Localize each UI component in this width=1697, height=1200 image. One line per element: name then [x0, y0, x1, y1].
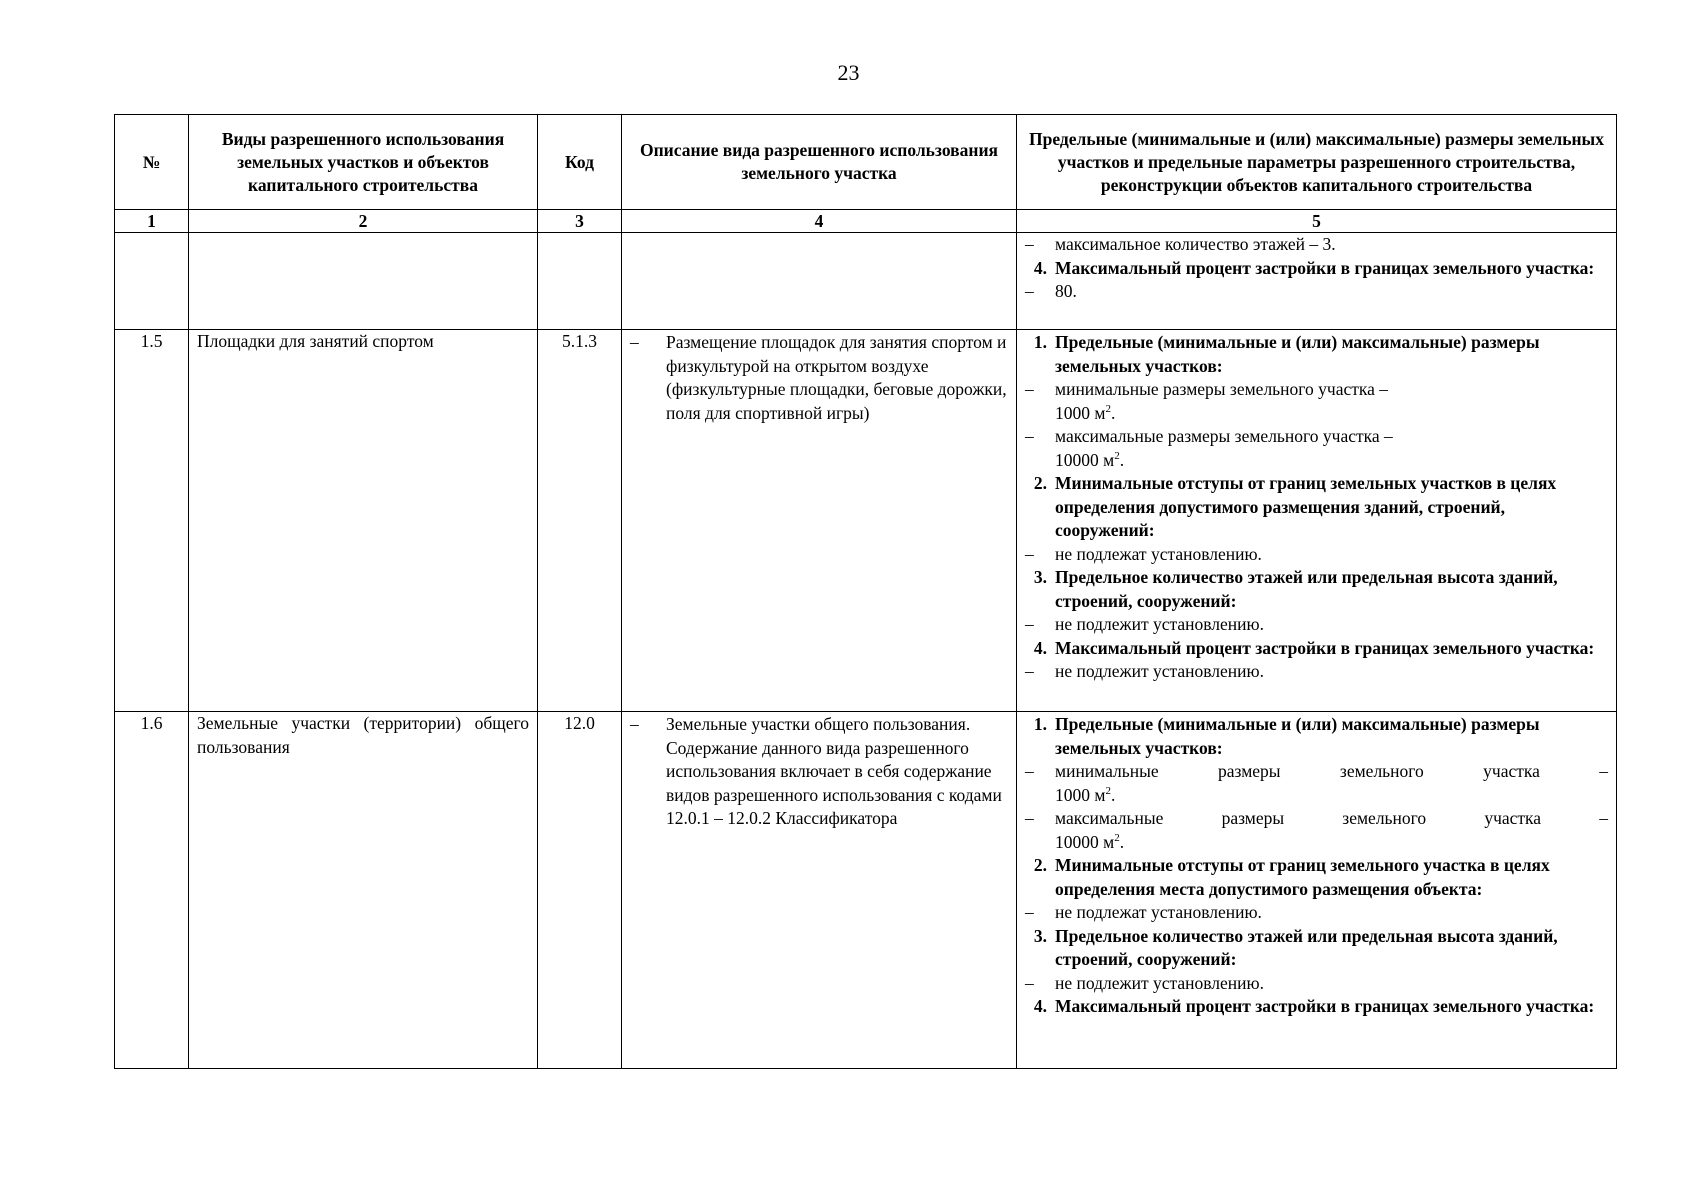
param-line [1025, 807, 1608, 854]
param-line [1025, 901, 1608, 925]
period: . [1110, 784, 1116, 805]
param-heading [1025, 713, 1608, 760]
param-text [1055, 807, 1608, 854]
param-text [1055, 760, 1608, 807]
item-number: 4. [1033, 257, 1047, 278]
dash-marker: – [1025, 761, 1034, 781]
item-number: 3. [1033, 567, 1047, 587]
param-title: Максимальный процент застройки в границах земельного участка: [1055, 996, 1595, 1016]
column-number: 4 [622, 210, 1017, 233]
param-heading [1025, 472, 1608, 543]
param-line [1025, 378, 1608, 425]
param-line [1025, 613, 1608, 637]
period: . [1119, 449, 1125, 470]
land-use-table [114, 114, 1617, 1069]
header-code: Код [538, 115, 622, 210]
dash-marker: – [1025, 972, 1034, 993]
param-heading [1025, 566, 1608, 613]
table-row [115, 712, 1617, 1069]
param-heading [1025, 995, 1608, 1019]
header-description: Описание вида разрешенного использования земельного участка [622, 115, 1017, 210]
min-size-label: минимальные размеры земельного участка – [1055, 761, 1608, 781]
description-item [630, 713, 1008, 831]
param-text: максимальное количество этажей – 3. [1055, 234, 1336, 254]
param-line [1025, 543, 1608, 567]
dash-marker: – [1025, 234, 1034, 254]
param-title: Предельные (минимальные и (или) максимальные) размеры земельных участков: [1055, 714, 1540, 758]
param-title: Максимальный процент застройки в границах земельного участка: [1055, 637, 1595, 658]
max-size-value: 10000 м [1055, 831, 1115, 852]
table-header-row [115, 115, 1617, 210]
param-title: Предельное количество этажей или предельная высота зданий, строений, сооружений: [1055, 925, 1558, 969]
param-heading [1025, 637, 1608, 661]
cell-code [538, 233, 622, 330]
cell-params [1017, 712, 1617, 1069]
max-size-label: максимальные размеры земельного участка – [1055, 808, 1608, 828]
item-number: 4. [1033, 996, 1047, 1016]
cell-params [1017, 330, 1617, 712]
item-number: 1. [1033, 332, 1047, 352]
description-text: Размещение площадок для занятия спортом и физкультурой на открытом воздухе (физкультурные площадки, беговые дорожки, поля для спортивной игры) [666, 332, 1007, 423]
table-row [115, 233, 1617, 330]
param-text: не подлежит установлению. [1055, 972, 1264, 993]
cell-num: 1.6 [115, 712, 189, 1069]
dash-marker: – [1025, 808, 1034, 828]
superscript: 2 [1105, 784, 1111, 797]
dash-marker: – [1025, 426, 1034, 446]
cell-code: 5.1.3 [538, 330, 622, 712]
dash-marker: – [1025, 614, 1034, 634]
header-kind: Виды разрешенного использования земельных участков и объектов капитального строительства [189, 115, 538, 210]
param-title: Предельные (минимальные и (или) максимальные) размеры земельных участков: [1055, 332, 1540, 376]
min-size-value: 1000 м [1055, 402, 1106, 423]
cell-code: 12.0 [538, 712, 622, 1069]
superscript: 2 [1114, 449, 1120, 462]
param-text: не подлежит установлению. [1055, 661, 1264, 681]
dash-marker: – [1025, 281, 1034, 301]
max-size-label: максимальные размеры земельного участка – [1055, 426, 1393, 446]
item-number: 4. [1033, 637, 1047, 658]
param-line [1025, 760, 1608, 807]
param-heading [1025, 331, 1608, 378]
param-title: Предельное количество этажей или предельная высота зданий, строений, сооружений: [1055, 567, 1558, 611]
cell-name: Земельные участки (территории) общего пользования [189, 712, 538, 1069]
param-line [1025, 280, 1608, 304]
param-heading [1025, 925, 1608, 972]
cell-params [1017, 233, 1617, 330]
param-line [1025, 425, 1608, 472]
cell-num [115, 233, 189, 330]
cell-description [622, 330, 1017, 712]
superscript: 2 [1114, 831, 1120, 844]
header-num: № [115, 115, 189, 210]
param-text: 80. [1055, 281, 1077, 301]
param-line [1025, 233, 1608, 257]
dash-marker: – [1025, 902, 1034, 922]
min-size-value: 1000 м [1055, 784, 1106, 805]
dash-marker: – [1025, 661, 1034, 681]
description-text: Земельные участки общего пользования. Содержание данного вида разрешенного использования включает в себя содержание видов разрешенного использования с кодами 12.0.1 – 12.0.2 Классификатора [666, 714, 1002, 828]
cell-num: 1.5 [115, 330, 189, 712]
param-heading [1025, 854, 1608, 901]
item-number: 3. [1033, 925, 1047, 946]
cell-description [622, 712, 1017, 1069]
item-number: 2. [1033, 473, 1047, 493]
cell-name [189, 233, 538, 330]
column-number: 1 [115, 210, 189, 233]
cell-description [622, 233, 1017, 330]
description-item [630, 331, 1008, 425]
dash-marker: – [630, 714, 639, 734]
param-line [1025, 972, 1608, 996]
param-title: Минимальные отступы от границ земельных участков в целях определения допустимого размещения зданий, строений, сооружений: [1055, 473, 1557, 540]
param-text: не подлежат установлению. [1055, 543, 1262, 564]
param-heading [1025, 257, 1608, 281]
dash-marker: – [630, 332, 639, 352]
column-number: 3 [538, 210, 622, 233]
header-params: Предельные (минимальные и (или) максимальные) размеры земельных участков и предельные параметры разрешенного строительства, реконструкции объектов капитального строительства [1017, 115, 1617, 210]
page-number: 23 [837, 60, 860, 85]
dash-marker: – [1025, 379, 1034, 399]
param-line [1025, 660, 1608, 684]
column-number: 5 [1017, 210, 1617, 233]
min-size-label: минимальные размеры земельного участка – [1055, 379, 1389, 399]
item-number: 1. [1033, 714, 1047, 734]
param-title: Максимальный процент застройки в границах земельного участка: [1055, 257, 1595, 278]
column-number-row [115, 210, 1617, 233]
item-number: 2. [1033, 855, 1047, 875]
dash-marker: – [1025, 543, 1034, 564]
period: . [1110, 402, 1116, 423]
cell-name: Площадки для занятий спортом [189, 330, 538, 712]
max-size-value: 10000 м [1055, 449, 1115, 470]
table-row [115, 330, 1617, 712]
column-number: 2 [189, 210, 538, 233]
param-text: не подлежат установлению. [1055, 902, 1262, 922]
param-text [1055, 425, 1608, 472]
period: . [1119, 831, 1125, 852]
param-text [1055, 378, 1608, 425]
param-title: Минимальные отступы от границ земельного участка в целях определения места допустимого размещения объекта: [1055, 855, 1550, 899]
superscript: 2 [1105, 402, 1111, 415]
param-text: не подлежит установлению. [1055, 614, 1264, 634]
